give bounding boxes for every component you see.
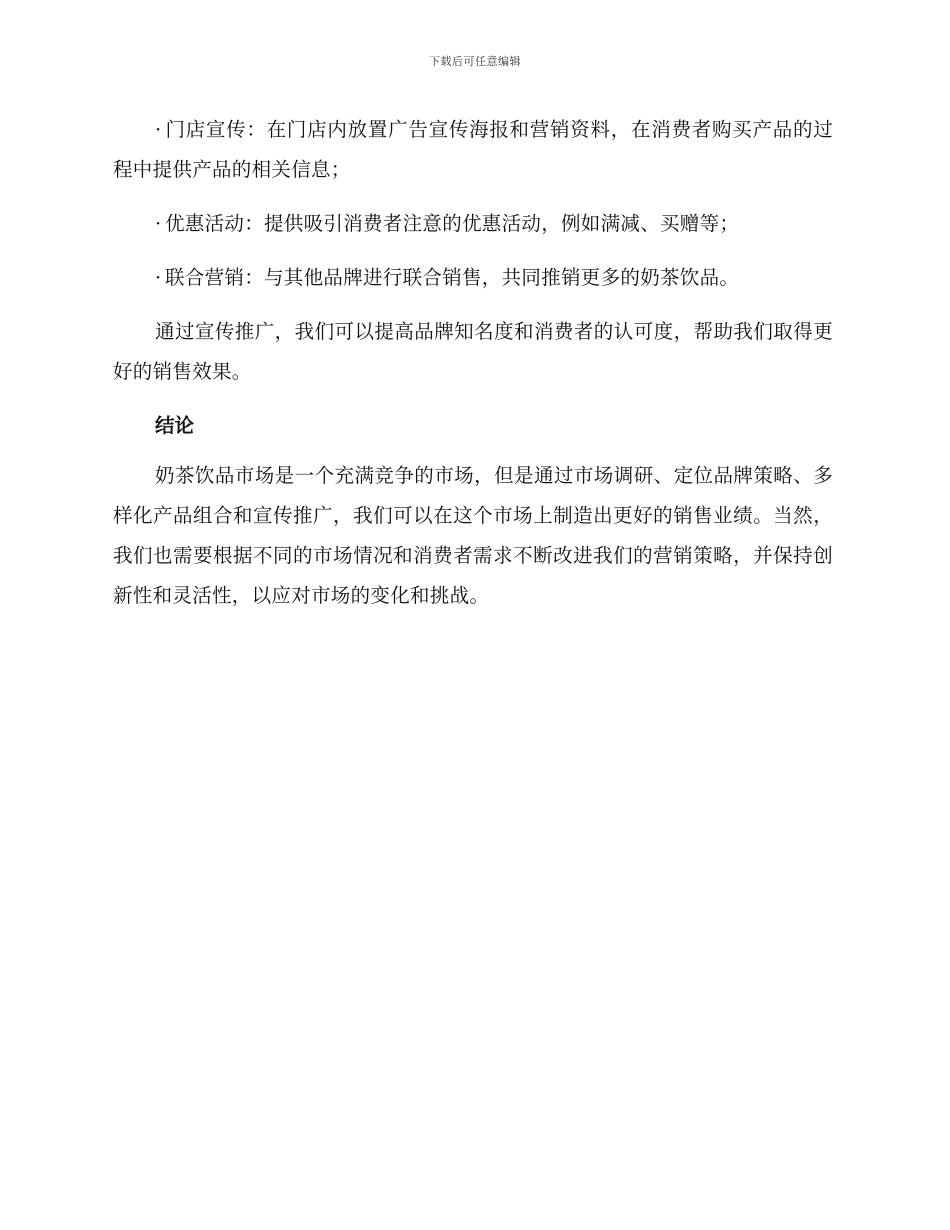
bullet-text: 优惠活动：提供吸引消费者注意的优惠活动，例如满减、买赠等； [165, 212, 740, 235]
document-body [113, 110, 833, 630]
bullet-dot: · [155, 118, 162, 141]
conclusion-heading: 结论 [155, 414, 195, 437]
bullet-item-discount-activities [113, 204, 833, 244]
bullet-dot: · [155, 266, 162, 289]
page-header: 下载后可任意编辑 [429, 55, 521, 68]
conclusion-paragraph: 奶茶饮品市场是一个充满竞争的市场，但是通过市场调研、定位品牌策略、多样化产品组合和宣传推广，我们可以在这个市场上制造出更好的销售业绩。当然，我们也需要根据不同的市场情况和消费者需求不断改进我们的营销策略，并保持创新性和灵活性，以应对市场的变化和挑战。 [113, 464, 833, 607]
bullet-text: 联合营销：与其他品牌进行联合销售，共同推销更多的奶茶饮品。 [165, 266, 740, 289]
summary-paragraph: 通过宣传推广，我们可以提高品牌知名度和消费者的认可度，帮助我们取得更好的销售效果。 [113, 320, 833, 383]
bullet-dot: · [155, 212, 162, 235]
bullet-item-store-promotion [113, 110, 833, 190]
bullet-text: 门店宣传：在门店内放置广告宣传海报和营销资料，在消费者购买产品的过程中提供产品的相关信息； [113, 118, 833, 181]
bullet-item-joint-marketing [113, 258, 833, 298]
